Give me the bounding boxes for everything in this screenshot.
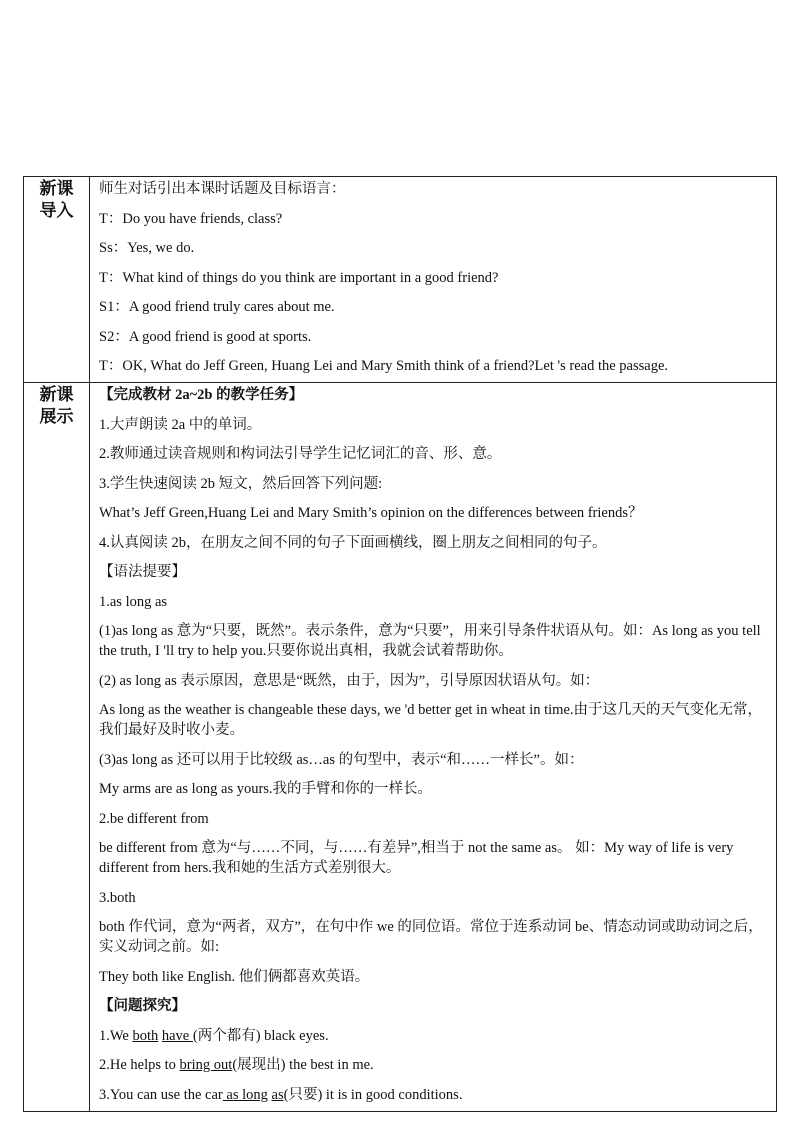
intro-line: T：Do you have friends, class?: [99, 210, 283, 227]
section-presentation-label-text: 新课展示: [39, 385, 74, 427]
tasks-heading: 【完成教材 2a~2b 的教学任务】: [99, 387, 304, 403]
lesson-plan-sheet: [23, 176, 777, 1112]
grammar-explanation: (3)as long as 还可以用于比较级 as…as 的句型中，表示“和……一样长”。如：: [99, 751, 584, 768]
task-item: 4.认真阅读 2b，在朋友之间不同的句子下面画横线，圈上朋友之间相同的句子。: [99, 534, 607, 551]
grammar-explanation: be different from 意为“与……不同，与……有差异”,相当于 not the same as。 如：My way of life is very different from hers.我和她的生活方式差别很大。: [99, 840, 734, 876]
exercise-text: (只要) it is in good conditions.: [283, 1086, 463, 1103]
intro-line: T：What kind of things do you think are important in a good friend?: [99, 269, 499, 286]
underlined-answer: as: [222, 1086, 243, 1103]
lesson-table: [23, 176, 777, 1112]
section-intro-label-text: 新课导入: [39, 179, 74, 221]
underlined-answer: long: [242, 1086, 268, 1103]
explore-heading: 【问题探究】: [99, 998, 186, 1014]
exercise-item: [99, 1055, 770, 1075]
grammar-heading: 【语法提要】: [99, 564, 186, 580]
underlined-answer: bring out: [179, 1057, 233, 1073]
exercise-text: 3.You can use the car: [99, 1086, 223, 1103]
grammar-point-title: 2.be different from: [99, 810, 209, 827]
section-presentation-label: [24, 383, 90, 1112]
grammar-point-title: 3.both: [99, 889, 136, 906]
underlined-answer: have: [161, 1027, 193, 1044]
intro-line: Ss：Yes, we do.: [99, 240, 195, 256]
section-intro-row: [24, 177, 777, 383]
task-item: 3.学生快速阅读 2b 短文，然后回答下列问题:: [99, 475, 383, 492]
grammar-explanation: both 作代词，意为“两者，双方”，在句中作 we 的同位语。常位于连系动词 be、情态动词或助动词之后，实义动词之前。如:: [99, 919, 763, 955]
exercise-text: 2.He helps to: [99, 1057, 180, 1073]
grammar-example: My arms are as long as yours.我的手臂和你的一样长。: [99, 781, 433, 797]
section-presentation-row: [24, 383, 777, 1112]
exercise-item: [99, 1085, 770, 1105]
grammar-explanation: (1)as long as 意为“只要，既然”。表示条件，意为“只要”，用来引导条件状语从句。如：As long as you tell the truth, I 'll try to help you.只要你说出真相，我就会试着帮助你。: [99, 623, 761, 659]
underlined-answer: as: [271, 1086, 284, 1103]
grammar-point-title: 1.as long as: [99, 593, 168, 610]
exercise-text: (展现出) the best in me.: [232, 1057, 374, 1073]
intro-line: 师生对话引出本课时话题及目标语言：: [99, 181, 346, 197]
grammar-example: As long as the weather is changeable these days, we 'd better get in wheat in time.由于这几天的天气变化无常，我们最好及时收小麦。: [99, 702, 763, 738]
underlined-answer: both: [132, 1027, 159, 1044]
reading-question: What’s Jeff Green,Huang Lei and Mary Smith’s opinion on the differences between friends？: [99, 505, 643, 521]
section-intro-content: [90, 177, 777, 383]
exercise-text: 1.We: [99, 1027, 133, 1044]
task-item: 1.大声朗读 2a 中的单词。: [99, 416, 262, 433]
intro-line: S2：A good friend is good at sports.: [99, 328, 312, 345]
exercise-text: (两个都有) black eyes.: [192, 1027, 329, 1044]
intro-line: S1：A good friend truly cares about me.: [99, 299, 335, 315]
exercise-item: [99, 1026, 770, 1046]
grammar-example: They both like English. 他们俩都喜欢英语。: [99, 968, 370, 985]
intro-line: T：OK, What do Jeff Green, Huang Lei and Mary Smith think of a friend?Let 's read the passage.: [99, 358, 669, 374]
task-item: 2.教师通过读音规则和构词法引导学生记忆词汇的音、形、意。: [99, 446, 502, 462]
section-intro-label: [24, 177, 90, 383]
section-presentation-content: [90, 383, 777, 1112]
grammar-explanation: (2) as long as 表示原因，意思是“既然，由于，因为”，引导原因状语从句。如：: [99, 672, 600, 689]
